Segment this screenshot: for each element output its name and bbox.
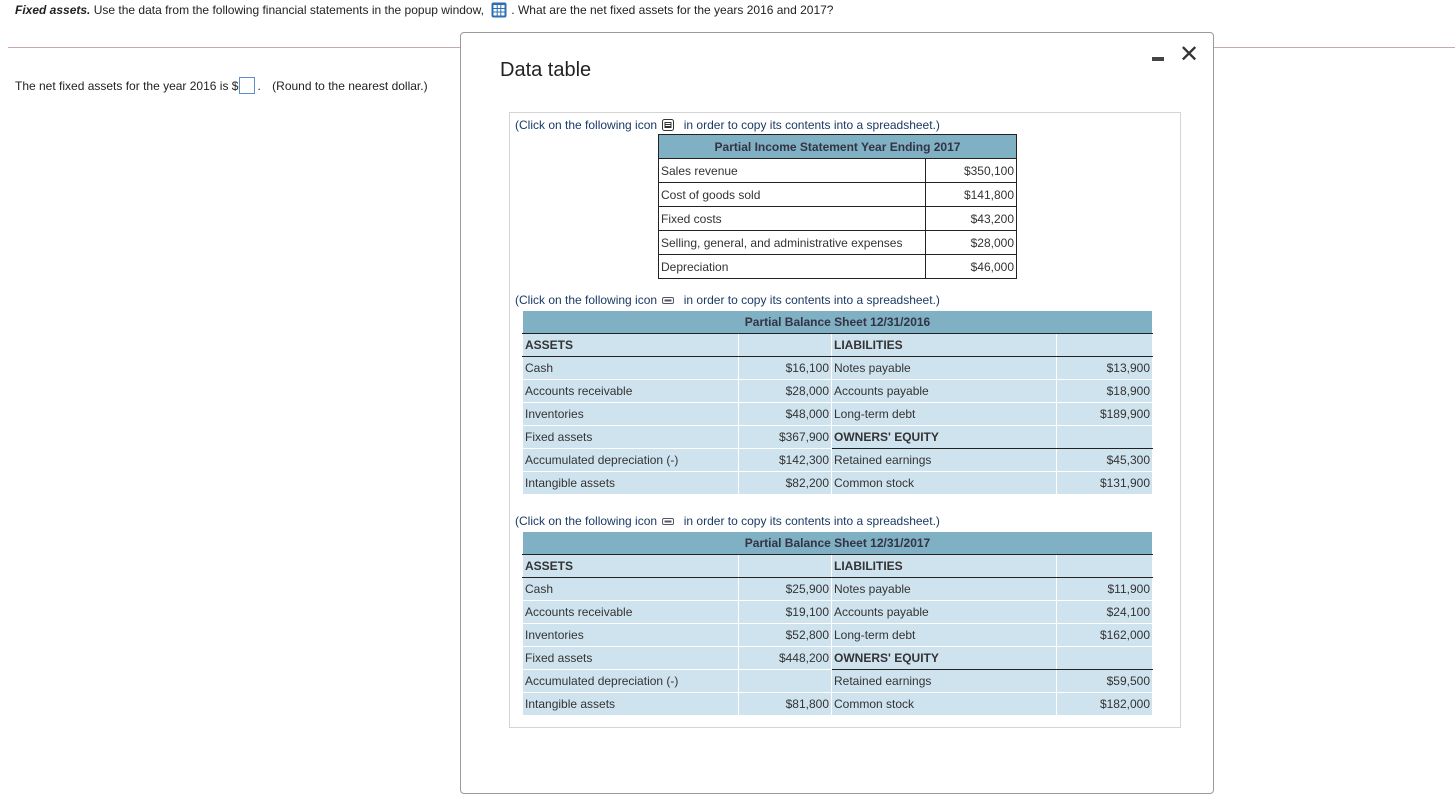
table-row bbox=[659, 183, 1017, 207]
question-after-icon: . What are the net fixed assets for the years 2016 and 2017? bbox=[511, 3, 834, 17]
assets-header: ASSETS bbox=[523, 555, 739, 578]
asset-value: $52,800 bbox=[739, 624, 832, 647]
instruction-before: (Click on the following icon bbox=[515, 293, 658, 307]
liabilities-header: LIABILITIES bbox=[832, 334, 1057, 357]
liability-value: $182,000 bbox=[1057, 693, 1153, 716]
liability-label: Retained earnings bbox=[832, 670, 1057, 693]
question-text bbox=[15, 2, 833, 18]
instruction-after: in order to copy its contents into a spreadsheet.) bbox=[680, 514, 940, 528]
table-row bbox=[659, 255, 1017, 279]
table-row bbox=[523, 624, 1153, 647]
liability-label: Accounts payable bbox=[832, 601, 1057, 624]
liability-label: Retained earnings bbox=[832, 449, 1057, 472]
question-before-icon: Use the data from the following financial statements in the popup window, bbox=[90, 3, 484, 17]
instruction-before: (Click on the following icon bbox=[515, 118, 658, 132]
copy-spreadsheet-icon[interactable] bbox=[662, 119, 674, 134]
liability-value: $162,000 bbox=[1057, 624, 1153, 647]
asset-value: $19,100 bbox=[739, 601, 832, 624]
table-row bbox=[523, 578, 1153, 601]
copy-spreadsheet-icon[interactable] bbox=[662, 295, 674, 309]
table-row bbox=[523, 693, 1153, 716]
liability-value: $11,900 bbox=[1057, 578, 1153, 601]
copy-instruction-balance-2016 bbox=[515, 293, 940, 309]
instruction-after: in order to copy its contents into a spreadsheet.) bbox=[680, 293, 940, 307]
table-row bbox=[523, 647, 1153, 670]
owners-equity-header: OWNERS' EQUITY bbox=[832, 426, 1057, 449]
liability-value: $131,900 bbox=[1057, 472, 1153, 495]
assets-header: ASSETS bbox=[523, 334, 739, 357]
answer-input-2016[interactable] bbox=[239, 77, 255, 94]
close-button[interactable]: ✕ bbox=[1179, 41, 1200, 68]
minimize-button[interactable] bbox=[1152, 57, 1164, 61]
answer-suffix: . bbox=[257, 79, 261, 93]
liability-value: $45,300 bbox=[1057, 449, 1153, 472]
answer-line bbox=[15, 77, 428, 94]
liability-value: $13,900 bbox=[1057, 357, 1153, 380]
asset-value: $81,800 bbox=[739, 693, 832, 716]
income-statement-title: Partial Income Statement Year Ending 2017 bbox=[659, 135, 1017, 159]
instruction-before: (Click on the following icon bbox=[515, 514, 658, 528]
asset-label: Accounts receivable bbox=[523, 380, 739, 403]
liability-label: Common stock bbox=[832, 693, 1057, 716]
asset-label: Fixed assets bbox=[523, 647, 739, 670]
table-row bbox=[523, 670, 1153, 693]
asset-value: $82,200 bbox=[739, 472, 832, 495]
liability-label: Common stock bbox=[832, 472, 1057, 495]
asset-value: $142,300 bbox=[739, 449, 832, 472]
liability-value: $59,500 bbox=[1057, 670, 1153, 693]
question-lead: Fixed assets. bbox=[15, 3, 91, 17]
asset-value: $25,900 bbox=[739, 578, 832, 601]
table-row bbox=[523, 403, 1153, 426]
income-label: Fixed costs bbox=[659, 207, 926, 231]
asset-value: $48,000 bbox=[739, 403, 832, 426]
asset-label: Intangible assets bbox=[523, 693, 739, 716]
liability-value: $18,900 bbox=[1057, 380, 1153, 403]
asset-value bbox=[739, 670, 832, 693]
income-value: $28,000 bbox=[926, 231, 1017, 255]
table-row bbox=[523, 357, 1153, 380]
table-row bbox=[523, 426, 1153, 449]
table-row bbox=[523, 334, 1153, 357]
data-table-content bbox=[509, 112, 1181, 728]
liabilities-header: LIABILITIES bbox=[832, 555, 1057, 578]
liability-label: Long-term debt bbox=[832, 624, 1057, 647]
answer-prefix: The net fixed assets for the year 2016 is $ bbox=[15, 79, 239, 93]
table-row bbox=[659, 207, 1017, 231]
copy-instruction-balance-2017 bbox=[515, 514, 940, 530]
balance-2017-title: Partial Balance Sheet 12/31/2017 bbox=[523, 532, 1153, 555]
copy-spreadsheet-icon[interactable] bbox=[662, 516, 674, 530]
instruction-after: in order to copy its contents into a spreadsheet.) bbox=[680, 118, 940, 132]
divider-right bbox=[1212, 47, 1455, 48]
asset-label: Accounts receivable bbox=[523, 601, 739, 624]
table-row bbox=[659, 159, 1017, 183]
liability-value: $189,900 bbox=[1057, 403, 1153, 426]
asset-label: Accumulated depreciation (-) bbox=[523, 449, 739, 472]
liability-value bbox=[1057, 647, 1153, 670]
data-table-icon[interactable] bbox=[491, 2, 507, 18]
asset-label: Inventories bbox=[523, 624, 739, 647]
asset-value: $448,200 bbox=[739, 647, 832, 670]
asset-value: $28,000 bbox=[739, 380, 832, 403]
liability-label: Long-term debt bbox=[832, 403, 1057, 426]
copy-instruction-income bbox=[515, 118, 940, 134]
table-row bbox=[523, 472, 1153, 495]
asset-value: $367,900 bbox=[739, 426, 832, 449]
liability-value bbox=[1057, 426, 1153, 449]
owners-equity-header: OWNERS' EQUITY bbox=[832, 647, 1057, 670]
asset-label: Accumulated depreciation (-) bbox=[523, 670, 739, 693]
round-hint: (Round to the nearest dollar.) bbox=[272, 79, 428, 93]
asset-label: Intangible assets bbox=[523, 472, 739, 495]
liability-value: $24,100 bbox=[1057, 601, 1153, 624]
income-label: Depreciation bbox=[659, 255, 926, 279]
asset-label: Fixed assets bbox=[523, 426, 739, 449]
income-value: $350,100 bbox=[926, 159, 1017, 183]
table-row bbox=[523, 555, 1153, 578]
table-row bbox=[523, 601, 1153, 624]
income-label: Cost of goods sold bbox=[659, 183, 926, 207]
asset-label: Inventories bbox=[523, 403, 739, 426]
balance-sheet-2017-table bbox=[522, 531, 1153, 716]
income-label: Sales revenue bbox=[659, 159, 926, 183]
asset-value: $16,100 bbox=[739, 357, 832, 380]
income-label: Selling, general, and administrative expenses bbox=[659, 231, 926, 255]
data-table-popup bbox=[460, 32, 1214, 794]
table-row bbox=[523, 380, 1153, 403]
asset-label: Cash bbox=[523, 357, 739, 380]
table-row bbox=[523, 449, 1153, 472]
liability-label: Notes payable bbox=[832, 357, 1057, 380]
income-value: $141,800 bbox=[926, 183, 1017, 207]
asset-label: Cash bbox=[523, 578, 739, 601]
divider-left bbox=[8, 47, 460, 48]
balance-2016-title: Partial Balance Sheet 12/31/2016 bbox=[523, 311, 1153, 334]
liability-label: Accounts payable bbox=[832, 380, 1057, 403]
balance-sheet-2016-table bbox=[522, 310, 1153, 495]
popup-title: Data table bbox=[500, 59, 592, 81]
table-row bbox=[659, 231, 1017, 255]
income-value: $43,200 bbox=[926, 207, 1017, 231]
liability-label: Notes payable bbox=[832, 578, 1057, 601]
income-statement-table bbox=[658, 134, 1017, 279]
income-value: $46,000 bbox=[926, 255, 1017, 279]
